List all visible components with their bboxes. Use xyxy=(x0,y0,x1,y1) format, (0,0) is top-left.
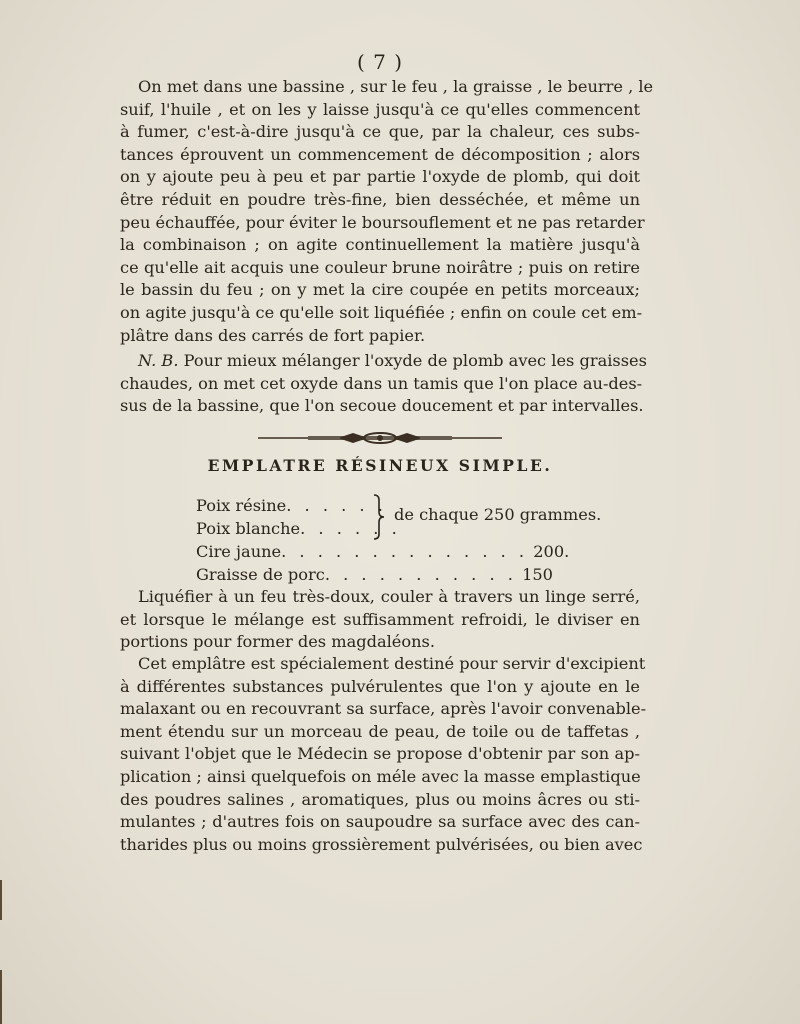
text-line: le bassin du feu ; on y met la cire coupée en petits morceaux; xyxy=(120,280,640,300)
text-line: des poudres salines , aromatiques, plus ou moins âcres ou sti- xyxy=(120,789,640,809)
leader-dots: . . . . . . xyxy=(300,519,401,538)
ingredient-quantity: 150 xyxy=(522,565,553,584)
text-line: la combinaison ; on agite continuellement la matière jusqu'à xyxy=(120,235,640,255)
text-line: Cet emplâtre est spécialement destiné pour servir d'excipient xyxy=(138,654,646,673)
text-line: être réduit en poudre très-fine, bien desséchée, et même un xyxy=(120,189,640,209)
text-line: malaxant ou en recouvrant sa surface, après l'avoir convenable- xyxy=(120,699,647,719)
ingredient-name: Poix résine xyxy=(196,496,287,515)
leader-dots: . . . . . . . . . . . . . . xyxy=(281,542,529,561)
text-line: portions pour former des magdaléons. xyxy=(120,632,436,652)
text-line: chaudes, on met cet oxyde dans un tamis que l'on place au-des- xyxy=(120,373,643,393)
page-number: ( 7 ) xyxy=(356,50,404,74)
leader-dots: . . . . . . xyxy=(286,496,387,515)
text-line: plication ; ainsi quelquefois on méle avec la masse emplastique xyxy=(120,766,641,786)
text-line: On met dans une bassine , sur le feu , la graisse , le beurre , le xyxy=(138,77,654,96)
brace-icon xyxy=(372,494,386,540)
text-line: tharides plus ou moins grossièrement pulvérisées, ou bien avec xyxy=(120,834,643,854)
text-line: suivant l'objet que le Médecin se propose d'obtenir par son ap- xyxy=(120,744,640,764)
ingredient-name: Poix blanche xyxy=(196,519,301,538)
text-line: tances éprouvent un commencement de décomposition ; alors xyxy=(120,144,640,164)
recipe-item xyxy=(196,519,401,538)
text-line: suif, l'huile , et on les y laisse jusqu'à ce qu'elles commencent xyxy=(120,99,640,119)
paragraph-note xyxy=(120,350,647,418)
recipe-item xyxy=(196,542,569,561)
text-line: à fumer, c'est-à-dire jusqu'à ce que, par la chaleur, ces subs- xyxy=(120,122,640,142)
shared-quantity: de chaque 250 grammes. xyxy=(394,505,602,524)
text-line: ment étendu sur un morceau de peau, de toile ou de taffetas , xyxy=(120,721,640,741)
text-line: mulantes ; d'autres fois on saupoudre sa surface avec des can- xyxy=(120,812,640,832)
paragraph-usage xyxy=(120,653,647,856)
ingredient-name: Cire jaune xyxy=(196,542,282,561)
text-line: on agite jusqu'à ce qu'elle soit liquéfiée ; enfin on coule cet em- xyxy=(120,302,643,322)
ingredient-quantity: 200. xyxy=(533,542,570,561)
text-line: plâtre dans des carrés de fort papier. xyxy=(120,325,426,345)
text-line: et lorsque le mélange est suffisamment refroidi, le diviser en xyxy=(120,609,640,629)
note-abbreviation: N. B. xyxy=(138,351,179,370)
text-line-rest: Pour mieux mélanger l'oxyde de plomb avec les graisses xyxy=(178,351,647,370)
ornament-divider xyxy=(258,430,502,446)
recipe-item xyxy=(196,565,553,584)
recipe-item xyxy=(196,496,387,515)
text-line: Liquéfier à un feu très-doux, couler à travers un linge serré, xyxy=(138,587,640,606)
text-line xyxy=(120,350,647,373)
text-line: à différentes substances pulvérulentes que l'on y ajoute en le xyxy=(120,676,640,696)
section-title: EMPLATRE RÉSINEUX SIMPLE. xyxy=(207,456,553,475)
paragraph-method xyxy=(120,76,654,347)
text-line: ce qu'elle ait acquis une couleur brune noirâtre ; puis on retire xyxy=(120,257,640,277)
margin-mark xyxy=(0,880,2,920)
text-line: peu échauffée, pour éviter le boursouflement et ne pas retarder xyxy=(120,212,645,232)
paragraph-preparation xyxy=(120,586,640,654)
margin-mark xyxy=(0,970,2,1024)
ingredient-name: Graisse de porc xyxy=(196,565,325,584)
text-line: sus de la bassine, que l'on secoue doucement et par intervalles. xyxy=(120,396,644,416)
text-line: on y ajoute peu à peu et par partie l'oxyde de plomb, qui doit xyxy=(120,167,640,187)
leader-dots: . . . . . . . . . . . xyxy=(324,565,517,584)
